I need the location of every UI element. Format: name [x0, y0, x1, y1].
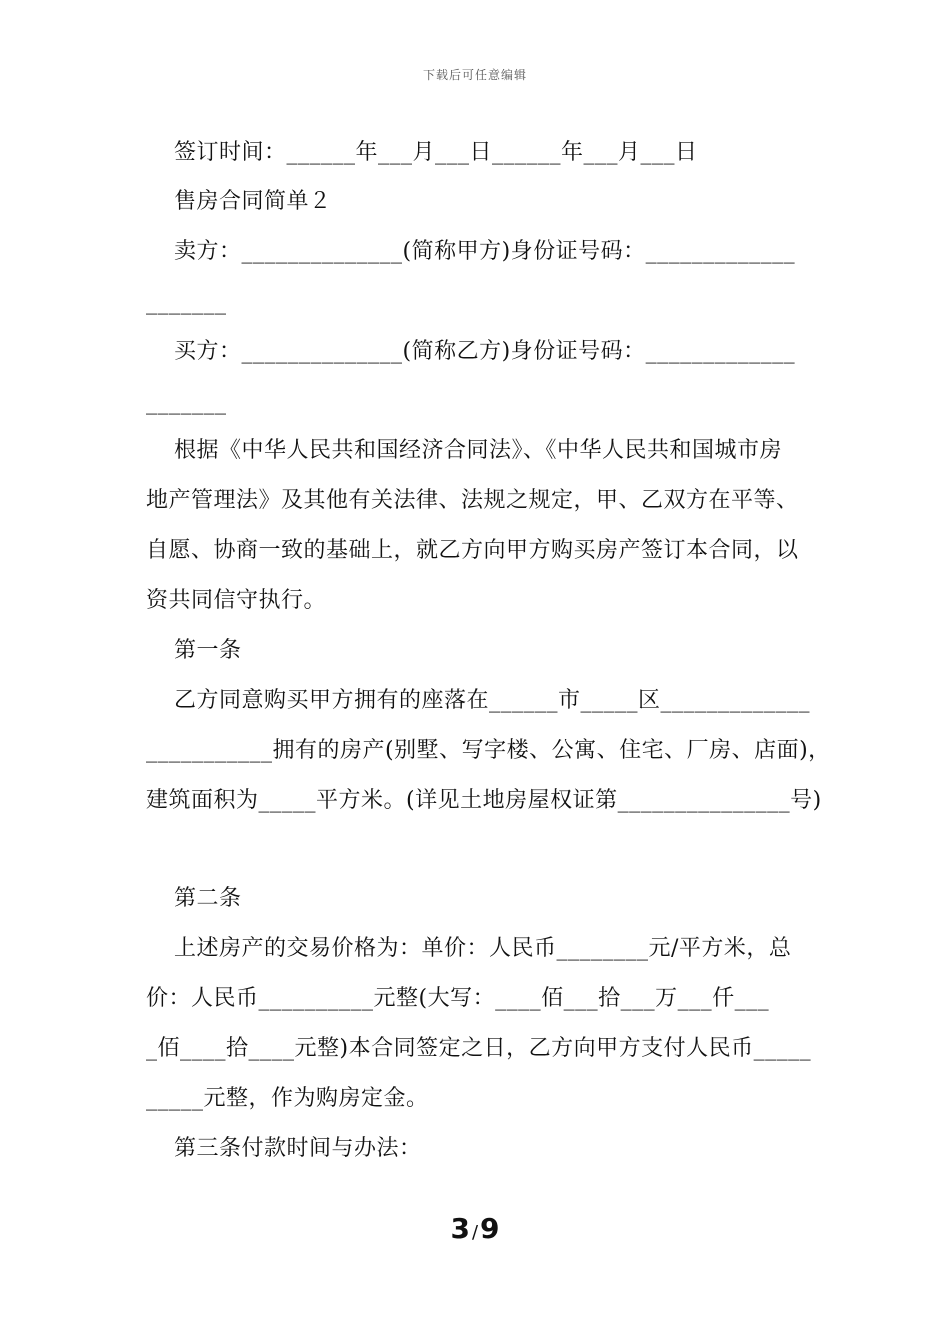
preamble-line: 根据《中华人民共和国经济合同法》、《中华人民共和国城市房	[174, 438, 783, 463]
preamble-line: 自愿、协商一致的基础上，就乙方向甲方购买房产签订本合同，以	[146, 538, 799, 563]
buyer-line: 买方：______________(简称乙方)身份证号码：_____________	[174, 339, 796, 364]
preamble-line: 地产管理法》及其他有关法律、法规之规定，甲、乙双方在平等、	[146, 488, 799, 513]
article-3-heading: 第三条付款时间与办法：	[174, 1136, 422, 1161]
article-2-line: 上述房产的交易价格为：单价：人民币________元/平方米，总	[174, 936, 792, 961]
contract-title: 售房合同简单２	[174, 189, 332, 214]
article-2-line: _佰____拾____元整)本合同签定之日，乙方向甲方支付人民币_____	[146, 1036, 812, 1061]
preamble-line: 资共同信守执行。	[146, 588, 327, 613]
signing-time-line: 签订时间：______年___月___日______年___月___日	[174, 140, 698, 165]
article-2-line: 价：人民币__________元整(大写：____佰___拾___万___仟___	[146, 986, 770, 1011]
buyer-line-continued: _______	[146, 390, 227, 415]
page-separator: /	[471, 1222, 479, 1243]
article-2-heading: 第二条	[174, 886, 242, 911]
seller-line-continued: _______	[146, 290, 227, 315]
article-2-line: _____元整，作为购房定金。	[146, 1086, 429, 1111]
seller-line: 卖方：______________(简称甲方)身份证号码：_____________	[174, 239, 796, 264]
article-1-line: ___________拥有的房产(别墅、写字楼、公寓、住宅、厂房、店面)，	[146, 738, 831, 763]
article-1-line: 乙方同意购买甲方拥有的座落在______市_____区_____________	[174, 688, 811, 713]
article-1-heading: 第一条	[174, 638, 242, 663]
header-note: 下载后可任意编辑	[422, 68, 527, 82]
article-1-line: 建筑面积为_____平方米。(详见土地房屋权证第_______________号)	[146, 788, 822, 813]
current-page: 3	[450, 1212, 470, 1245]
page-number	[0, 1212, 950, 1245]
total-pages: 9	[480, 1212, 500, 1245]
